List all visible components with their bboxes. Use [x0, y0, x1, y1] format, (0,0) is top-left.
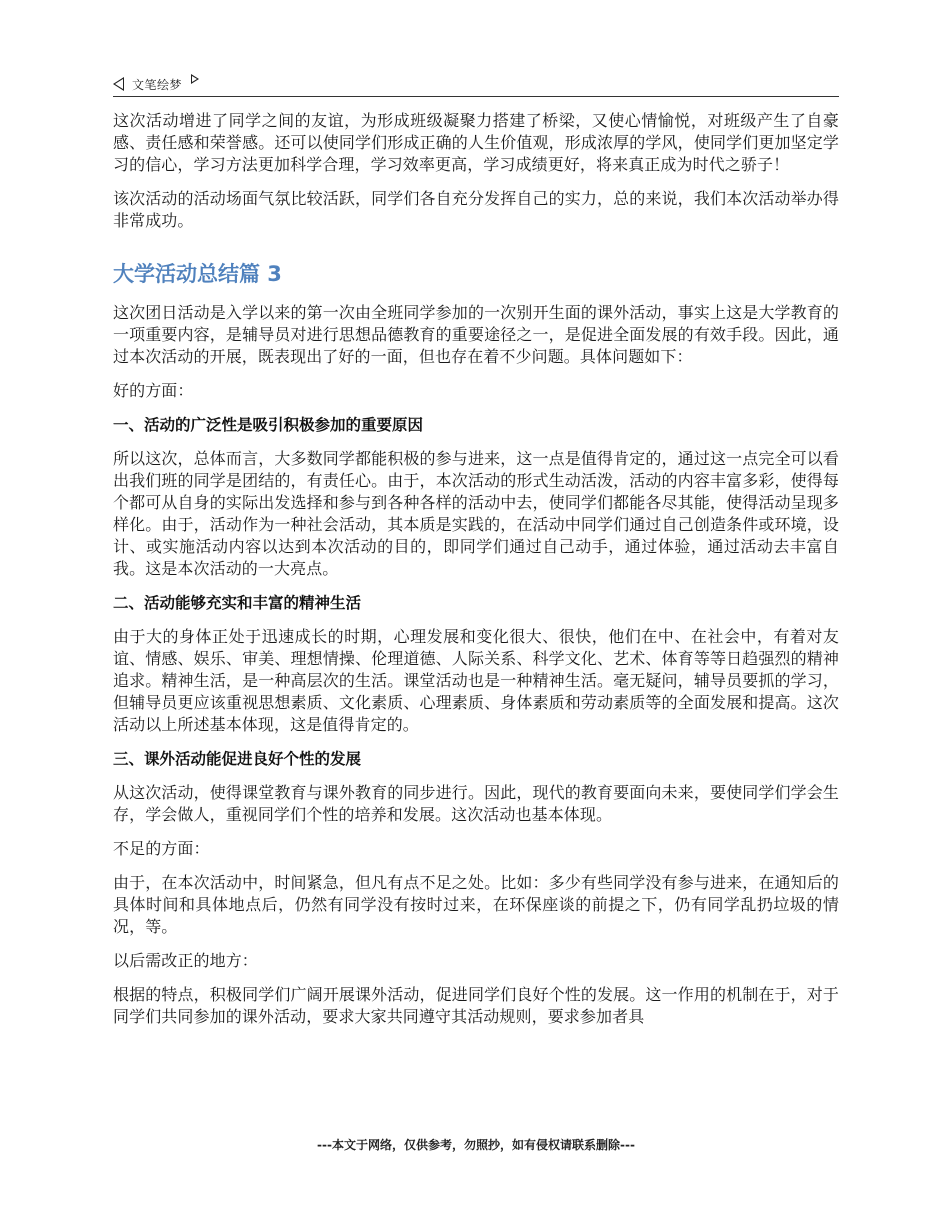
footer-disclaimer: ---本文于网络，仅供参考，勿照抄，如有侵权请联系删除---	[317, 1138, 635, 1152]
section-title: 大学活动总结篇 3	[113, 262, 282, 286]
intro-paragraph: 该次活动的活动场面气氛比较活跃，同学们各自充分发挥自己的实力，总的来说，我们本次活动举办得非常成功。	[113, 189, 839, 230]
shortcomings-paragraph: 由于，在本次活动中，时间紧急，但凡有点不足之处。比如：多少有些同学没有参与进来，在通知后的具体时间和具体地点后，仍然有同学没有按时过来，在环保座谈的前提之下，仍有同学乱扔垃圾的情况，等。	[113, 873, 839, 936]
document-page	[113, 0, 839, 1230]
brand-name: 文笔绘梦	[132, 77, 183, 92]
page-header	[113, 72, 839, 97]
point1-paragraph: 所以这次，总体而言，大多数同学都能积极的参与进来，这一点是值得肯定的，通过这一点完全可以看出我们班的同学是团结的，有责任心。由于，本次活动的形式生动活泼，活动的内容丰富多彩，使得每个都可从自身的实际出发选择和参与到各种各样的活动中去，使同学们都能各尽其能，使得活动呈现多样化。由于，活动作为一种社会活动，其本质是实践的，在活动中同学们通过自己创造条件或环境，设计、或实施活动内容以达到本次活动的目的，即同学们通过自己动手，通过体验，通过活动去丰富自我。这是本次活动的一大亮点。	[113, 449, 839, 578]
intro-paragraph: 这次活动增进了同学之间的友谊，为形成班级凝聚力搭建了桥梁，又使心情愉悦，对班级产生了自豪感、责任感和荣誉感。还可以使同学们形成正确的人生价值观，形成浓厚的学风，使同学们更加坚定学习的信心，学习方法更加科学合理，学习效率更高，学习成绩更好，将来真正成为时代之骄子！	[113, 111, 839, 174]
shortcomings-label: 不足的方面：	[113, 839, 210, 858]
left-triangle-icon	[113, 77, 124, 91]
section-intro-paragraph: 这次团日活动是入学以来的第一次由全班同学参加的一次别开生面的课外活动，事实上这是大学教育的一项重要内容，是辅导员对进行思想品德教育的重要途径之一，是促进全面发展的有效手段。因此，通过本次活动的开展，既表现出了好的一面，但也存在着不少问题。具体问题如下：	[113, 303, 839, 366]
point3-paragraph: 从这次活动，使得课堂教育与课外教育的同步进行。因此，现代的教育要面向未来，要使同学们学会生存，学会做人，重视同学们个性的培养和发展。这次活动也基本体现。	[113, 783, 839, 824]
point2-paragraph: 由于大的身体正处于迅速成长的时期，心理发展和变化很大、很快，他们在中、在社会中，有着对友谊、情感、娱乐、审美、理想情操、伦理道德、人际关系、科学文化、艺术、体育等等日趋强烈的精神追求。精神生活，是一种高层次的生活。课堂活动也是一种精神生活。毫无疑问，辅导员要抓的学习，但辅导员更应该重视思想素质、文化素质、心理素质、身体素质和劳动素质等的全面发展和提高。这次活动以上所述基本体现，这是值得肯定的。	[113, 627, 839, 734]
improvements-paragraph: 根据的特点，积极同学们广阔开展课外活动，促进同学们良好个性的发展。这一作用的机制在于，对于同学们共同参加的课外活动，要求大家共同遵守其活动规则，要求参加者具	[113, 985, 839, 1026]
good-aspects-label: 好的方面：	[113, 381, 194, 400]
point2-heading: 二、活动能够充实和丰富的精神生活	[113, 594, 362, 612]
point3-heading: 三、课外活动能促进良好个性的发展	[113, 750, 362, 768]
improvements-label: 以后需改正的地方：	[113, 951, 258, 970]
right-triangle-icon	[191, 74, 199, 84]
document-body	[113, 110, 839, 1040]
point1-heading: 一、活动的广泛性是吸引积极参加的重要原因	[113, 416, 424, 434]
